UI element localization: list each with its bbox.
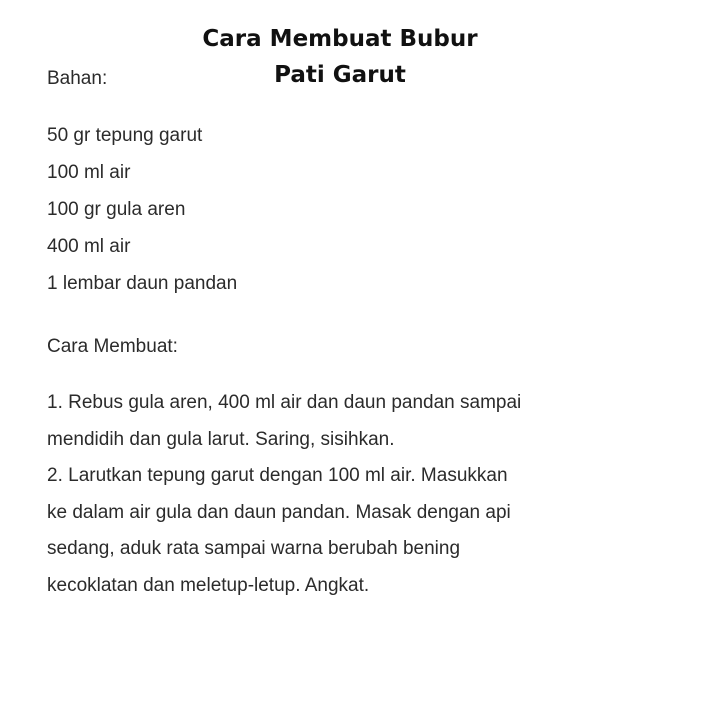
- ingredients-list: [47, 125, 237, 310]
- ingredient-item: 400 ml air: [47, 236, 131, 257]
- method-line: sedang, aduk rata sampai warna berubah bening: [47, 538, 461, 560]
- method-line: mendidih dan gula larut. Saring, sisihkan.: [47, 428, 395, 450]
- method-steps: [47, 392, 521, 612]
- page-title-line-1: Cara Membuat Bubur: [202, 26, 478, 52]
- ingredients-heading: Bahan:: [47, 68, 108, 89]
- method-line: 1. Rebus gula aren, 400 ml air dan daun pandan sampai: [47, 392, 522, 413]
- ingredient-item: 100 gr gula aren: [47, 199, 186, 220]
- page-title-line-2: Pati Garut: [274, 62, 406, 88]
- ingredient-item: 100 ml air: [47, 162, 131, 183]
- method-heading: Cara Membuat:: [47, 336, 178, 357]
- method-line: kecoklatan dan meletup-letup. Angkat.: [47, 574, 370, 596]
- method-line: 2. Larutkan tepung garut dengan 100 ml air. Masukkan: [47, 465, 508, 487]
- ingredient-item: 50 gr tepung garut: [47, 125, 203, 146]
- ingredient-item: 1 lembar daun pandan: [47, 273, 238, 294]
- method-line: ke dalam air gula dan daun pandan. Masak dengan api: [47, 501, 511, 523]
